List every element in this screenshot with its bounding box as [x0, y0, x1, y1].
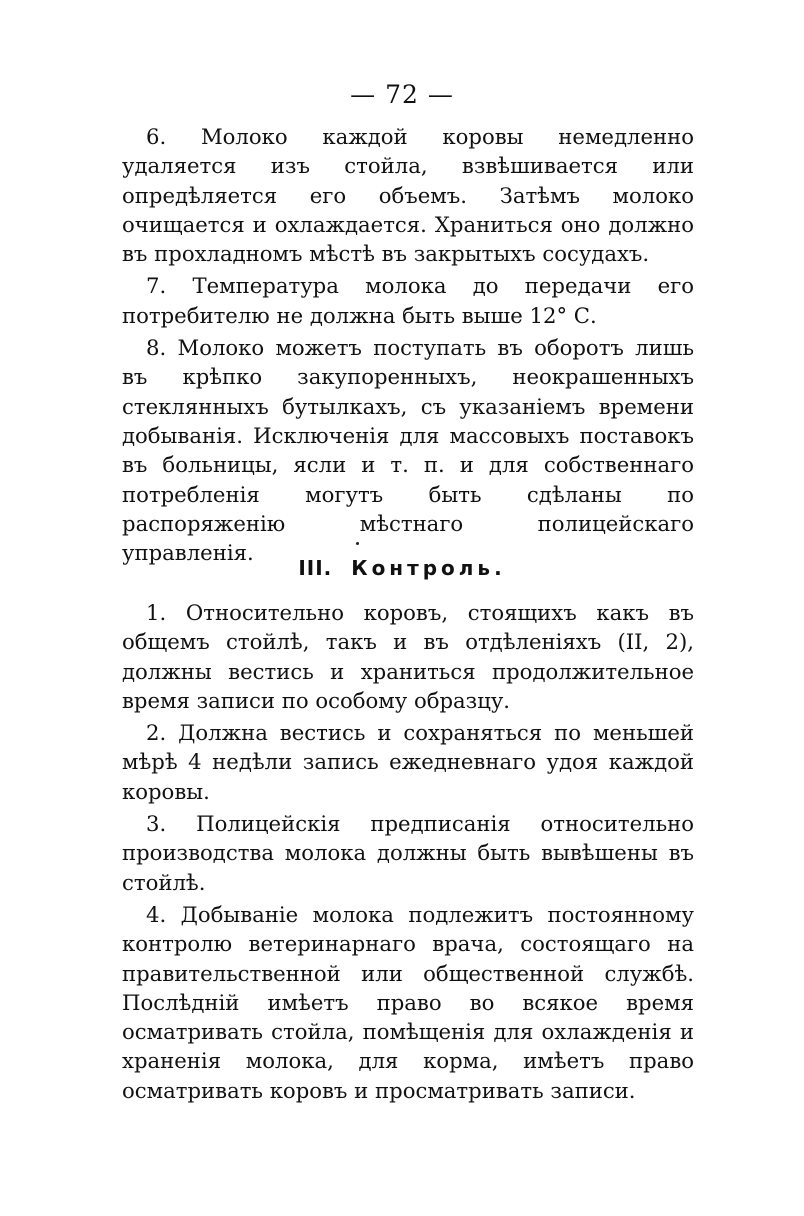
paragraph-7: 7. Температура молока до передачи его потребителю не должна быть выше 12° С. — [122, 273, 694, 328]
print-speck — [356, 542, 359, 545]
paragraph-6: 6. Молоко каждой коровы немедленно удаляется изъ стойла, взвѣшивается или опредѣляется его объемъ. Затѣмъ молоко очищается и охлаждается. Храниться оно должно въ прохладномъ мѣстѣ въ закрытыхъ сосудахъ. — [122, 124, 694, 267]
section-numeral: III. — [298, 556, 333, 580]
control-paragraph-2: 2. Должна вестись и сохраняться по меньшей мѣрѣ 4 недѣли запись ежедневнаго удоя каждой коровы. — [122, 720, 694, 804]
section-heading — [0, 556, 804, 580]
section-title: Контроль. — [351, 556, 506, 580]
section-control-text — [122, 598, 694, 1108]
control-paragraph-1: 1. Относительно коровъ, стоящихъ какъ въ общемъ стойлѣ, такъ и въ отдѣленіяхъ (II, 2), должны вестись и храниться продолжительное время записи по особому образцу. — [122, 600, 694, 713]
section-rules-text — [122, 122, 694, 570]
page-number: — 72 — — [350, 80, 454, 109]
control-paragraph-3: 3. Полицейскія предписанія относительно производства молока должны быть вывѣшены въ стойлѣ. — [122, 811, 694, 895]
paragraph-8: 8. Молоко можетъ поступать въ оборотъ лишь въ крѣпко закупоренныхъ, неокрашенныхъ стеклянныхъ бутылкахъ, съ указаніемъ времени добыванія. Исключенія для массовыхъ поставокъ въ больницы, ясли и т. п. и для собственнаго потребленія могутъ быть сдѣланы по распоряженію мѣстнаго полицейскаго управленія. — [122, 335, 694, 566]
control-paragraph-4: 4. Добываніе молока подлежитъ постоянному контролю ветеринарнаго врача, состоящаго на правительственной или общественной службѣ. Послѣдній имѣетъ право во всякое время осматривать стойла, помѣщенія для охлажденія и храненія молока, для корма, имѣетъ право осматривать коровъ и просматривать записи. — [122, 901, 694, 1103]
